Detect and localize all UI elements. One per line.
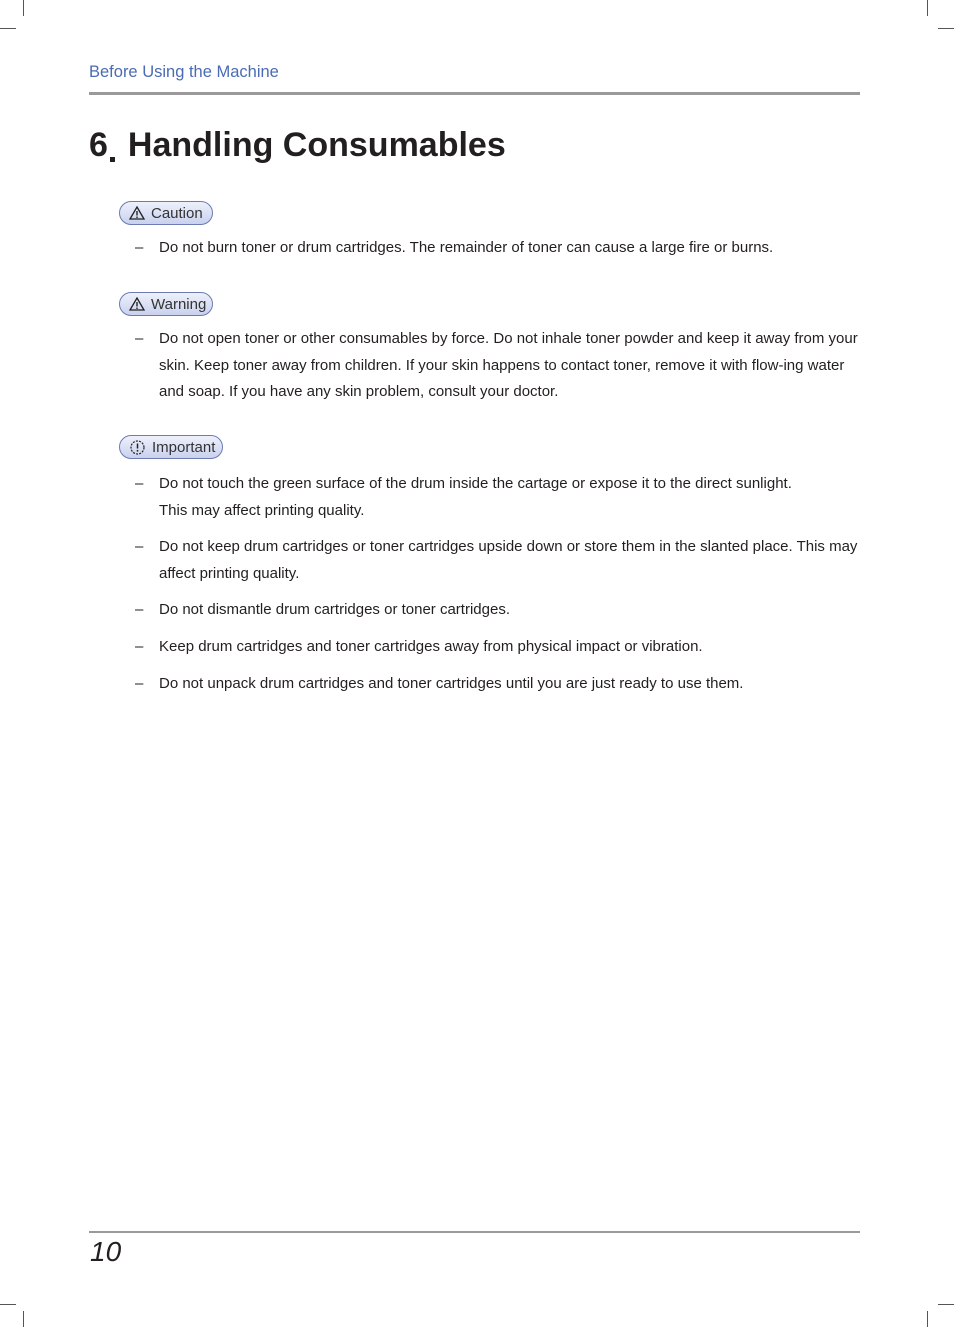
caution-label: Caution [151,204,203,222]
list-bullet: – [135,330,144,347]
important-badge [119,435,223,459]
list-item-text: Do not dismantle drum cartridges or toner cartridges. [159,601,510,618]
crop-mark [23,0,24,16]
important-exclamation-icon [129,439,146,456]
crop-mark [0,1304,16,1305]
list-item [135,634,861,661]
crop-mark [938,28,954,29]
list-item-text: This may affect printing quality. [159,501,365,519]
page-number: 10 [90,1236,122,1267]
list-item-text: Do not unpack drum cartridges and toner cartridges until you are just ready to use them. [159,675,744,692]
list-bullet: – [135,675,144,692]
caution-badge [119,201,213,225]
crop-mark [927,1311,928,1327]
warning-triangle-icon [129,297,145,311]
list-bullet: – [135,601,144,618]
crop-mark [927,0,928,16]
chapter-number: 6 [89,126,108,164]
chapter-title: Handling Consumables [127,126,506,164]
list-item-text: Keep drum cartridges and toner cartridges away from physical impact or vibration. [159,638,703,655]
warning-triangle-icon [129,206,145,220]
footer-rule [89,1231,860,1233]
list-item [135,326,861,406]
crop-mark [938,1304,954,1305]
header-rule [89,92,860,95]
list-bullet: – [135,538,144,555]
list-bullet: – [135,475,144,492]
page-title [89,126,506,165]
warning-label: Warning [151,295,207,313]
list-bullet: – [135,239,144,256]
list-item-text: Do not keep drum cartridges or toner cartridges upside down or store them in the slanted place. This may affect printing quality. [159,538,858,582]
list-item [135,471,861,524]
running-header: Before Using the Machine [89,63,279,81]
list-item [135,597,861,624]
list-item-text: Do not touch the green surface of the drum inside the cartage or expose it to the direct sunlight. [159,475,792,492]
crop-mark [0,28,16,29]
list-item-text: Do not burn toner or drum cartridges. The remainder of toner can cause a large fire or burns. [159,239,774,256]
list-item [135,534,861,587]
list-item-text: Do not open toner or other consumables by force. Do not inhale toner powder and keep it away from your skin. Keep toner away from children. If your skin happens to contact toner, remove it with flow-ing water and soap. If you have any skin problem, consult your doctor. [159,330,858,400]
list-item [135,671,861,698]
list-item [135,235,861,262]
chapter-dot [110,157,115,162]
warning-badge [119,292,213,316]
crop-mark [23,1311,24,1327]
important-label: Important [152,438,216,456]
list-bullet: – [135,638,144,655]
